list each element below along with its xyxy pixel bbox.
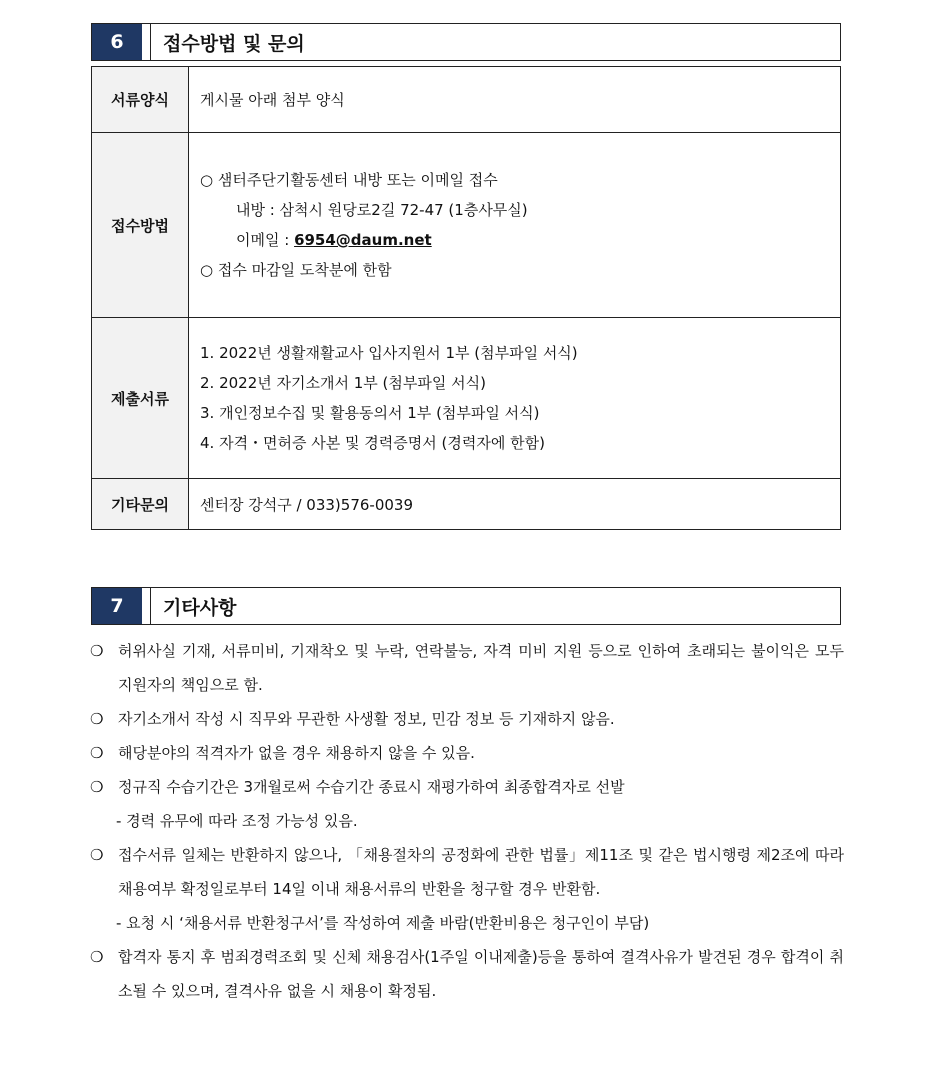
method-line-email: 이메일 : 6954@daum.net [236,231,432,249]
contact-label: 기타문의 [92,479,189,530]
method-line-visit: 내방 : 삼척시 원당로2길 72-47 (1층사무실) [236,201,528,219]
circle-bullet-icon: ❍ [90,948,104,966]
circle-bullet-icon: ❍ [90,710,104,728]
document-item: 2. 2022년 자기소개서 1부 (첨부파일 서식) [200,374,486,392]
documents-label: 제출서류 [92,318,189,479]
table-row-documents [92,318,841,479]
circle-bullet-icon: ❍ [90,744,104,762]
circle-bullet-icon: ❍ [90,846,104,864]
circle-bullet-icon: ○ [200,261,214,279]
contact-value: 센터장 강석구 / 033)576-0039 [189,479,841,530]
list-item: ❍ 접수서류 일체는 반환하지 않으나, 「채용절차의 공정화에 관한 법률」제11조 및 같은 법시행령 제2조에 따라 채용여부 확정일로부터 14일 이내 채용서류의 반환을 청구할 경우 반환함. [88,838,844,906]
circle-bullet-icon: ❍ [90,778,104,796]
header-divider [142,588,151,624]
header-divider [142,24,151,60]
method-label: 접수방법 [92,133,189,318]
method-line-deadline: ○ 접수 마감일 도착분에 한함 [200,261,392,279]
section-6-number: 6 [92,24,142,60]
method-line-1: ○ 샘터주단기활동센터 내방 또는 이메일 접수 [200,171,498,189]
list-sub-item: - 경력 유무에 따라 조정 가능성 있음. [116,812,358,830]
table-row-form [92,67,841,133]
list-item: ❍ 합격자 통지 후 범죄경력조회 및 신체 채용검사(1주일 이내제출)등을 통하여 결격사유가 발견된 경우 합격이 취소될 수 있으며, 결격사유 없을 시 채용이 확정됨. [88,940,844,1008]
list-item: ❍ 정규직 수습기간은 3개월로써 수습기간 종료시 재평가하여 최종합격자로 선발 [88,770,844,804]
document-item: 1. 2022년 생활재활교사 입사지원서 1부 (첨부파일 서식) [200,344,578,362]
table-row-contact [92,479,841,530]
section-7-header [91,587,841,625]
list-sub-item: - 요청 시 ‘채용서류 반환청구서’를 작성하여 제출 바람(반환비용은 청구인이 부담) [116,914,650,932]
notes-list [88,634,844,1008]
method-value [189,133,841,318]
circle-bullet-icon: ○ [200,171,214,189]
list-item: ❍ 허위사실 기재, 서류미비, 기재착오 및 누락, 연락불능, 자격 미비 지원 등으로 인하여 초래되는 불이익은 모두 지원자의 책임으로 함. [88,634,844,702]
section-6-title: 접수방법 및 문의 [163,32,305,55]
email-link[interactable]: 6954@daum.net [294,231,432,249]
form-value: 게시물 아래 첨부 양식 [189,67,841,133]
section-7-number: 7 [92,588,142,624]
document-item: 3. 개인정보수집 및 활용동의서 1부 (첨부파일 서식) [200,404,540,422]
list-item: ❍ 자기소개서 작성 시 직무와 무관한 사생활 정보, 민감 정보 등 기재하지 않음. [88,702,844,736]
table-row-method [92,133,841,318]
form-label: 서류양식 [92,67,189,133]
documents-value [189,318,841,479]
application-info-table [91,66,841,530]
section-6-header [91,23,841,61]
document-item: 4. 자격・면허증 사본 및 경력증명서 (경력자에 한함) [200,434,545,452]
circle-bullet-icon: ❍ [90,642,104,660]
list-item: ❍ 해당분야의 적격자가 없을 경우 채용하지 않을 수 있음. [88,736,844,770]
section-7-title: 기타사항 [163,596,237,619]
